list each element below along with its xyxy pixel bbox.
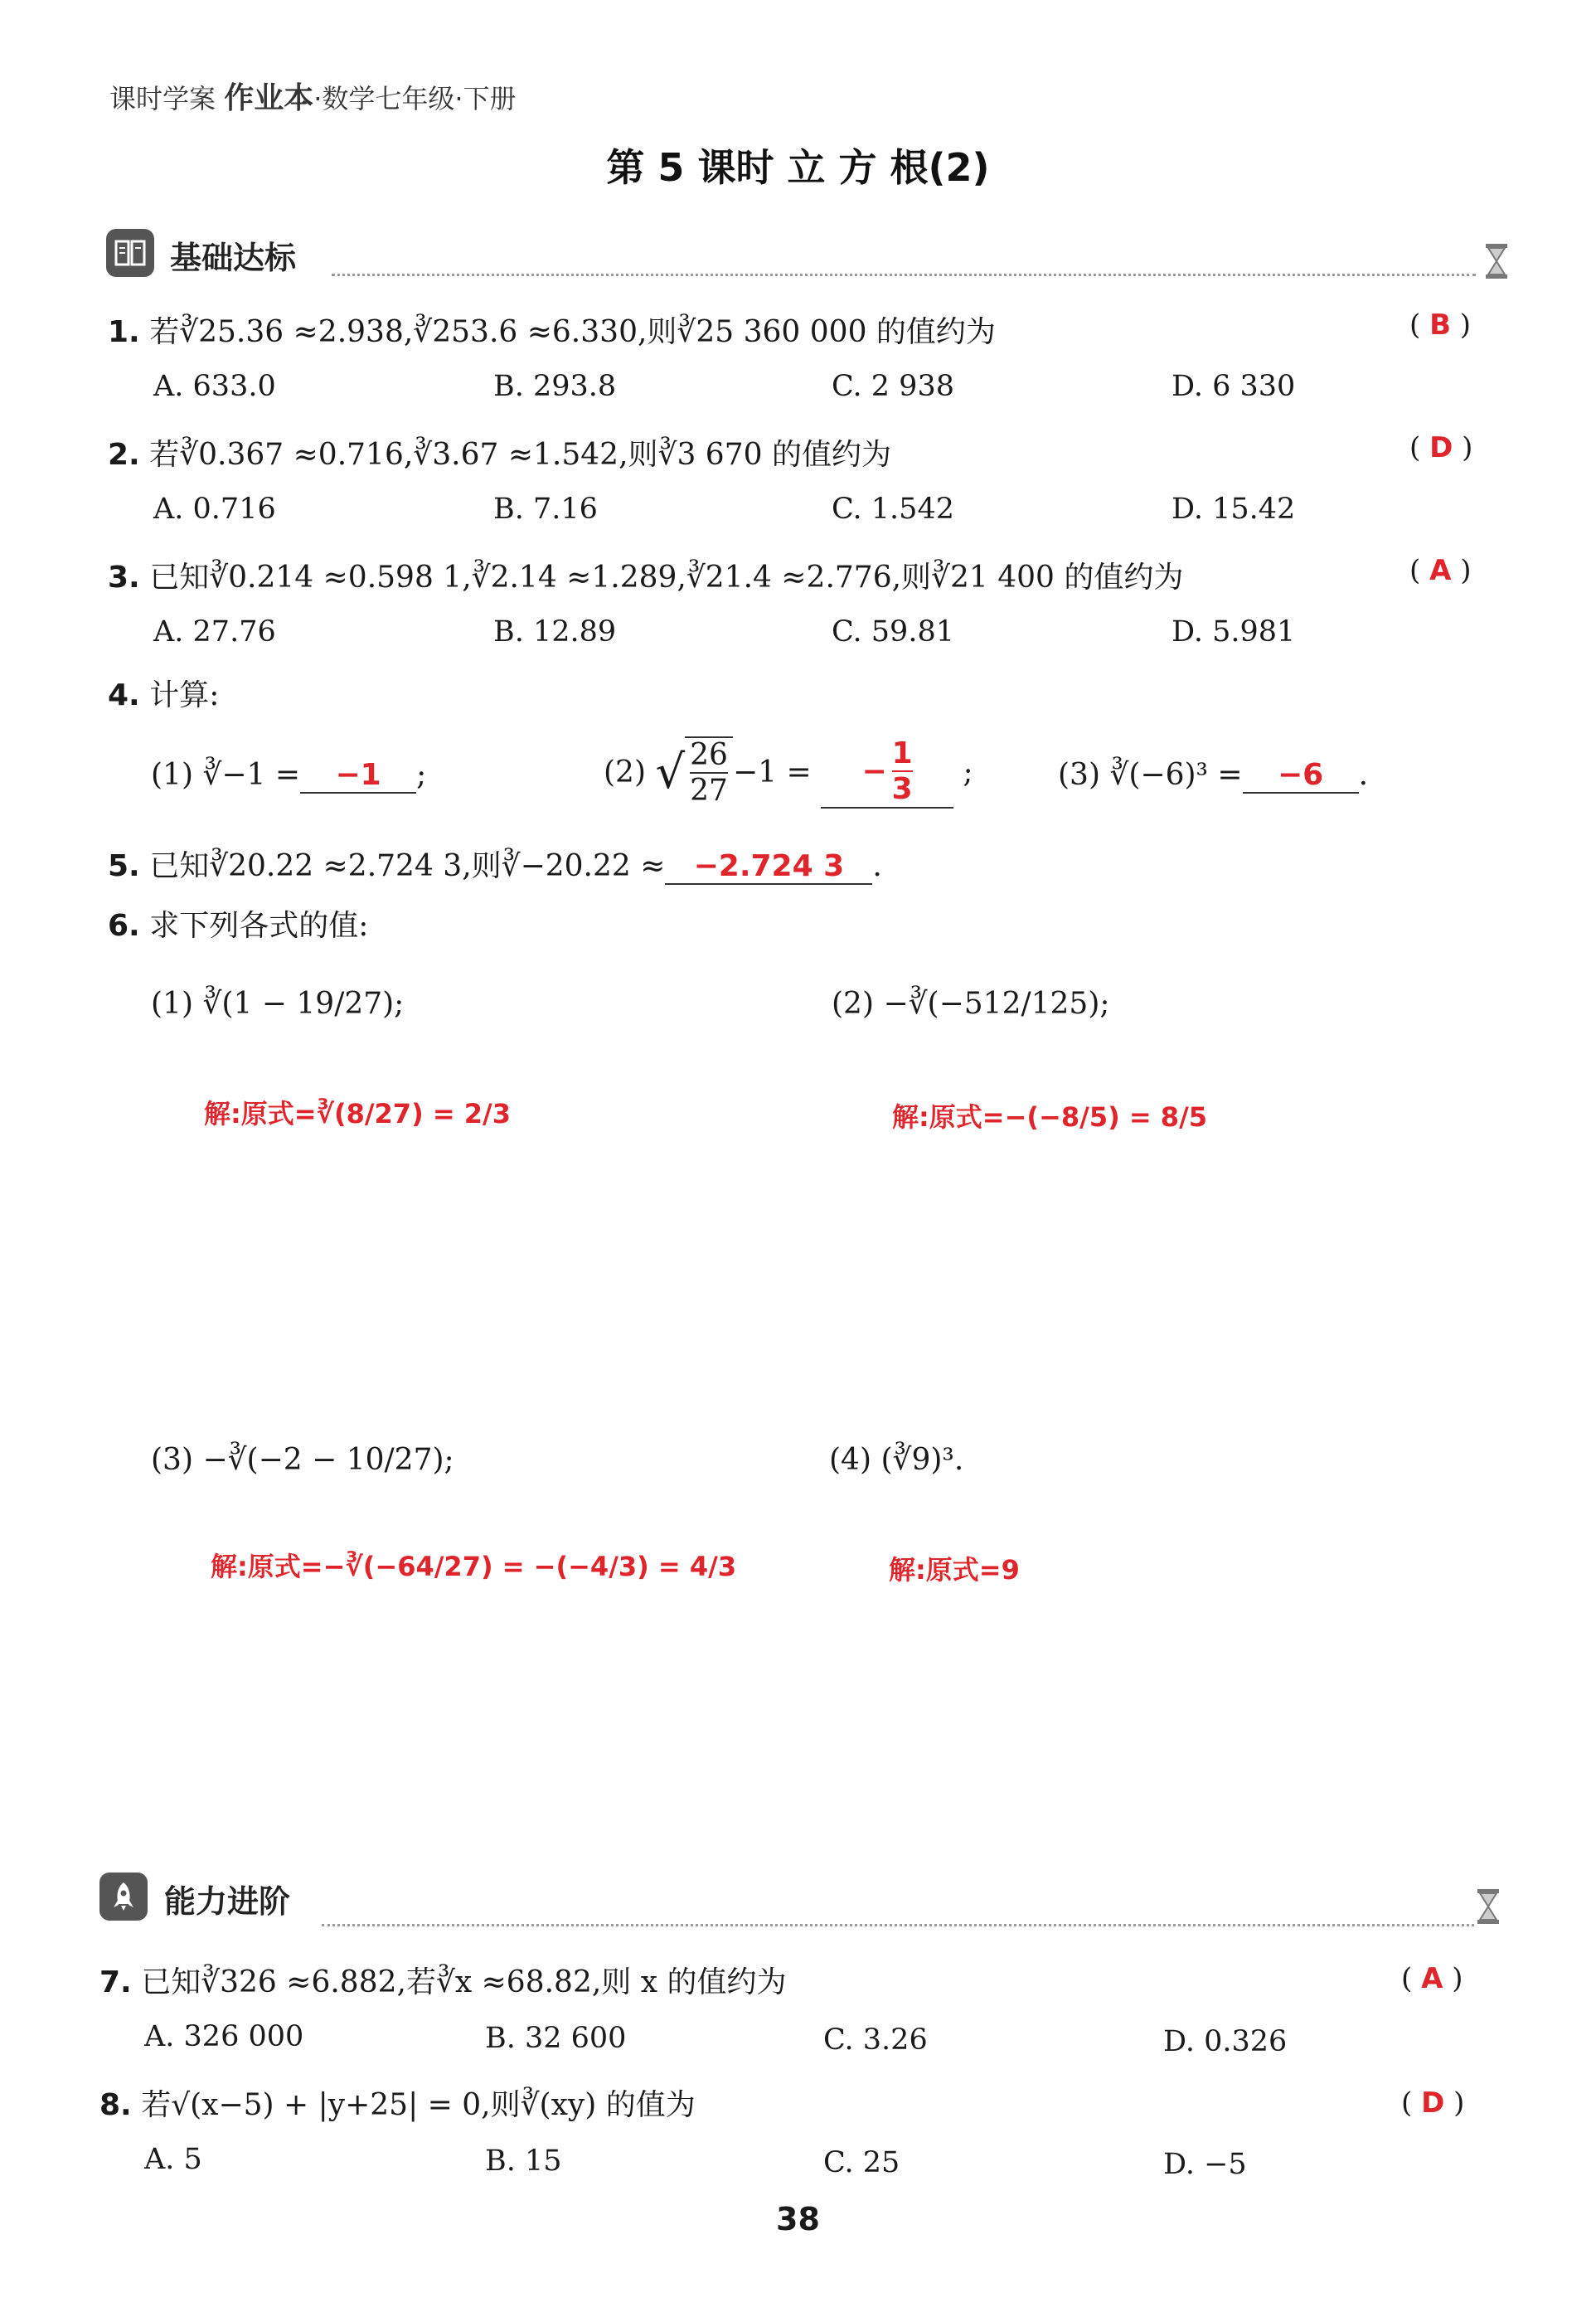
question-8: 8. 若√(x−5) + |y+25| = 0,则∛(xy) 的值为 bbox=[99, 2088, 696, 2122]
answer-2: ( D ) bbox=[1409, 431, 1473, 464]
q4-part-3: (3) ∛(−6)³ = −6 . bbox=[1058, 758, 1369, 792]
q8-option-a: A. 5 bbox=[144, 2143, 202, 2176]
q7-option-a: A. 326 000 bbox=[144, 2020, 304, 2053]
section-title-advanced: 能力进阶 bbox=[164, 1883, 291, 1920]
section-divider bbox=[332, 274, 1476, 276]
q6-part-1: (1) ∛(1 − 19/27); bbox=[151, 987, 405, 1021]
question-4: 4. 计算: bbox=[108, 678, 220, 712]
q6-solution-2: 解:原式=−(−8/5) = 8/5 bbox=[892, 1101, 1208, 1133]
q4-part-2: (2) √ 26 27 −1 = − $\frac{1}{3}$ ; bbox=[604, 736, 973, 809]
q1-option-b: B. 293.8 bbox=[493, 370, 617, 403]
answer-3: ( A ) bbox=[1409, 554, 1472, 587]
q2-option-a: A. 0.716 bbox=[153, 493, 276, 526]
q2-option-b: B. 7.16 bbox=[493, 493, 598, 526]
q2-option-c: C. 1.542 bbox=[832, 493, 954, 526]
answer-1: ( B ) bbox=[1409, 308, 1472, 342]
q8-option-b: B. 15 bbox=[485, 2145, 562, 2178]
book-icon bbox=[106, 229, 154, 277]
q2-option-d: D. 15.42 bbox=[1172, 493, 1296, 526]
q6-solution-4: 解:原式=9 bbox=[889, 1554, 1020, 1586]
section-title-basic: 基础达标 bbox=[170, 240, 297, 276]
q1-option-a: A. 633.0 bbox=[153, 370, 276, 403]
q7-option-c: C. 3.26 bbox=[823, 2023, 928, 2057]
q3-option-c: C. 59.81 bbox=[832, 615, 954, 648]
q6-part-3: (3) −∛(−2 − 10/27); bbox=[151, 1443, 454, 1477]
q1-option-c: C. 2 938 bbox=[832, 370, 954, 403]
q8-option-c: C. 25 bbox=[823, 2146, 900, 2179]
question-2: 2. 若∛0.367 ≈0.716,∛3.67 ≈1.542,则∛3 670 的值约为 bbox=[108, 438, 891, 472]
q6-part-4: (4) (∛9)³. bbox=[829, 1443, 964, 1477]
question-5: 5. 已知∛20.22 ≈2.724 3,则∛−20.22 ≈ −2.724 3 . bbox=[108, 849, 882, 883]
page-number: 38 bbox=[776, 2201, 820, 2237]
q6-part-2: (2) −∛(−512/125); bbox=[832, 987, 1110, 1021]
q3-option-a: A. 27.76 bbox=[153, 615, 276, 648]
question-3: 3. 已知∛0.214 ≈0.598 1,∛2.14 ≈1.289,∛21.4 ≈2.776,则∛21 400 的值约为 bbox=[108, 561, 1184, 595]
hourglass-icon bbox=[1484, 242, 1509, 280]
hourglass-icon-2 bbox=[1476, 1887, 1501, 1926]
q7-option-b: B. 32 600 bbox=[485, 2022, 627, 2055]
q6-solution-1: 解:原式=∛(8/27) = 2/3 bbox=[204, 1098, 512, 1129]
q6-solution-3: 解:原式=−∛(−64/27) = −(−4/3) = 4/3 bbox=[211, 1551, 737, 1582]
book-header: 课时学案 作业本·数学七年级·下册 bbox=[109, 81, 517, 115]
page-title: 第 5 课时 立 方 根(2) bbox=[606, 145, 990, 190]
q4-part-1: (1) ∛−1 = −1 ; bbox=[151, 758, 427, 792]
q1-option-d: D. 6 330 bbox=[1172, 370, 1296, 403]
section-divider-2 bbox=[322, 1924, 1474, 1926]
question-6: 6. 求下列各式的值: bbox=[108, 909, 369, 943]
q3-option-b: B. 12.89 bbox=[493, 615, 617, 648]
question-1: 1. 若∛25.36 ≈2.938,∛253.6 ≈6.330,则∛25 360 000 的值约为 bbox=[108, 315, 996, 349]
rocket-icon bbox=[99, 1873, 148, 1921]
answer-7: ( A ) bbox=[1401, 1962, 1463, 1995]
q8-option-d: D. −5 bbox=[1163, 2148, 1247, 2181]
q3-option-d: D. 5.981 bbox=[1172, 615, 1296, 648]
question-7: 7. 已知∛326 ≈6.882,若∛x ≈68.82,则 x 的值约为 bbox=[99, 1965, 787, 1999]
answer-8: ( D ) bbox=[1401, 2086, 1465, 2120]
q7-option-d: D. 0.326 bbox=[1163, 2025, 1288, 2058]
